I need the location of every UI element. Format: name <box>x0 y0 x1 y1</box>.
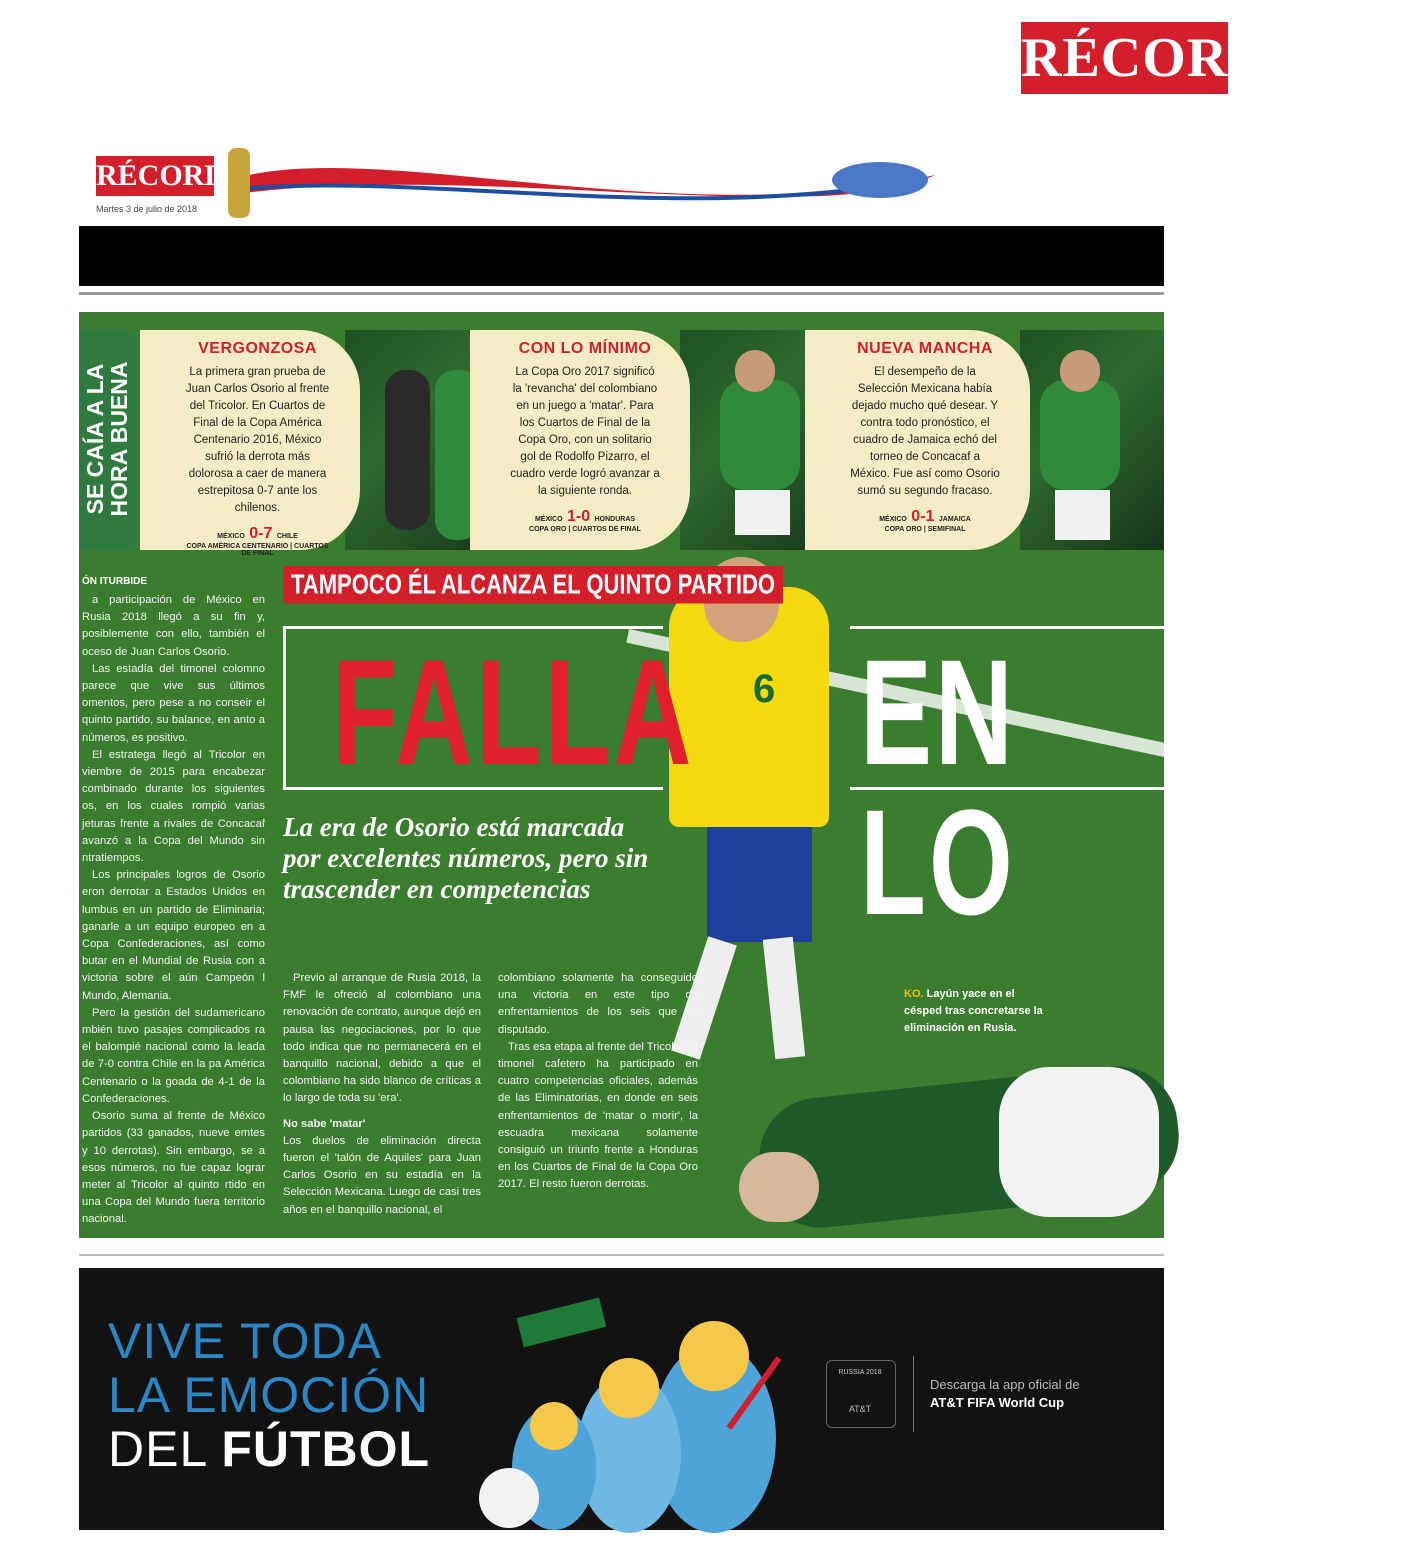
headline-white: EN LO <box>860 628 1016 946</box>
ad-line-3: DEL FÚTBOL <box>108 1421 431 1477</box>
article-column-1 <box>82 592 265 1229</box>
ad-rule <box>79 1254 1164 1256</box>
ad-app-text: Descarga la app oficial de AT&T FIFA World Cup <box>930 1377 1080 1410</box>
ad-divider <box>913 1356 914 1432</box>
att-logo: AT&T <box>848 1404 872 1414</box>
headline-red: FALLA <box>332 628 695 796</box>
card-photo-3 <box>1020 330 1164 550</box>
paragraph: a participación de México en Rusia 2018 llegó a su fin y, posiblemente con ello, también el oceso de Juan Carlos Osorio. <box>82 594 265 658</box>
paragraph: Las estadía del timonel colomno parece que vive sus últimos omentos, pero pese a no conseir el quinto partido, su balance, en anto a números, es positivo. <box>82 662 265 744</box>
paragraph: El estratega llegó al Tricolor en viembre de 2015 para encabezar combinado durante los siguientes os, en los cuales rompió varias jeturas frente a rivales de Concacaf avanzó a la Copa del Mundo sin ntratiempos. <box>82 748 265 865</box>
paragraph: Pero la gestión del sudamericano mbién tuvo pasajes complicados ra el balompié nacional como la leada de 7-0 contra Chile en la pa América Centenario o la goada de 4-1 de la Confederaciones. <box>82 1006 265 1105</box>
kicker-tag: TAMPOCO ÉL ALCANZA EL QUINTO PARTIDO <box>283 566 783 604</box>
paragraph: Los duelos de eliminación directa fueron el 'talón de Aquiles' para Juan Carlos Osorio en su estadía en la Selección Mexicana. Luego de casi tres años en el banquillo nacional, el <box>283 1134 481 1216</box>
card-body: La Copa Oro 2017 significó la 'revancha' del colombiano en un juego a 'matar'. Para los Cuartos de Final de la Copa Oro, con un solitario gol de Rodolfo Pizarro, el cuadro verde logró avanzar a la siguiente ronda. <box>510 366 660 497</box>
article-column-2 <box>283 970 481 1219</box>
card-score: MÉXICO 1-0 HONDURAS <box>534 508 636 525</box>
header-logo: RÉCORD <box>96 156 214 196</box>
ad-headline <box>108 1314 430 1476</box>
card-score: MÉXICO 0-1 JAMAICA <box>879 508 971 525</box>
section-label <box>79 330 135 550</box>
card-title: NUEVA MANCHA <box>857 340 993 357</box>
card-footnote: COPA ORO | CUARTOS DE FINAL <box>529 526 641 533</box>
card-body: El desempeño de la Selección Mexicana había dejado mucho qué desear. Y contra todo pronóstico, el cuadro de Jamaica echó del torneo de Concacaf a México. Fue así como Osorio sumó su segundo fracaso. <box>850 366 1000 497</box>
section-label-text: SE CAÍA A LA HORA BUENA <box>82 361 132 517</box>
photo-caption <box>904 986 1054 1037</box>
paragraph: Previo al arranque de Rusia 2018, la FMF le ofreció al colombiano una renovación de contrato, aunque dejó en pausa las negociaciones, por lo que todo indica que no permanecerá en el banquillo nacional, debido a que el colombiano ha sido blanco de críticas a lo largo de toda su 'era'. <box>283 972 481 1105</box>
caption-lead: KO. <box>904 988 924 1000</box>
card-con-lo-minimo <box>470 330 690 550</box>
subhead: No sabe 'matar' <box>283 1117 366 1130</box>
header-black-bar <box>79 226 1164 286</box>
card-title: CON LO MÍNIMO <box>518 340 652 357</box>
card-vergonzosa <box>140 330 360 557</box>
player-jersey: 6 <box>669 587 829 827</box>
article-column-3 <box>498 970 698 1194</box>
record-logo: RÉCORD <box>1021 22 1228 94</box>
card-score: MÉXICO 0-7 CHILE <box>217 525 298 542</box>
card-nueva-mancha <box>805 330 1030 550</box>
card-footnote: COPA ORO | SEMIFINAL <box>884 526 966 533</box>
paragraph: Osorio suma al frente de México partidos (33 ganados, nueve emtes y 10 derrotas). Sin embargo, se a esos números, no fue capaz lograr meter al Tricolor al quinto rtido en una Copa del Mundo fuera territorio nacional. <box>82 1110 265 1226</box>
header-date: Martes 3 de julio de 2018 <box>96 204 198 214</box>
fifa-badge-icon: RUSSIA 2018 <box>826 1360 896 1428</box>
divider-rule <box>79 292 1164 295</box>
paragraph: Los principales logros de Osorio eron derrotar a Estados Unidos en lumbus en un partido de Eliminaria; ganarle a un equipo europeo en a Copa Confederaciones, así como butar en el Mundial de Rusia con a victoria sobre el aún Campeón l Mundo, Alemania. <box>82 869 265 1002</box>
ad-line-2: LA EMOCIÓN <box>108 1367 430 1423</box>
card-body: La primera gran prueba de Juan Carlos Osorio al frente del Tricolor. En Cuartos de Final de la Copa América Centenario 2016, México sufrió la derrota más dolorosa a caer de manera estrepitosa 0-7 ante los chilenos. <box>185 366 330 514</box>
matryoshka-illustration <box>469 1268 829 1530</box>
paragraph: Tras esa etapa al frente del Tricolor, el timonel cafetero ha participado en cuatro competencias oficiales, además de las Eliminatorias, en donde en seis enfrentamientos de 'matar o morir', la escuadra mexicana solamente consiguió un triunfo frente a Honduras en los Cuartos de Final de la Copa Oro 2017. El resto fueron derrotas. <box>498 1040 698 1191</box>
article-deck: La era de Osorio está marcada por excelentes números, pero sin trascender en competencias <box>283 812 649 904</box>
paragraph: colombiano solamente ha conseguido una victoria en este tipo de enfrentamientos de los seis que ha disputado. <box>498 972 698 1036</box>
caption-text: Layún yace en el césped tras concretarse la eliminación en Rusia. <box>904 988 1043 1034</box>
card-title: VERGONZOSA <box>198 340 317 357</box>
byline: ÓN ITURBIDE <box>82 576 147 587</box>
ad-line-1: VIVE TODA <box>108 1313 382 1369</box>
card-footnote: COPA AMÉRICA CENTENARIO | CUARTOS DE FINAL <box>186 543 329 557</box>
world-cup-banner-graphic <box>220 140 940 220</box>
